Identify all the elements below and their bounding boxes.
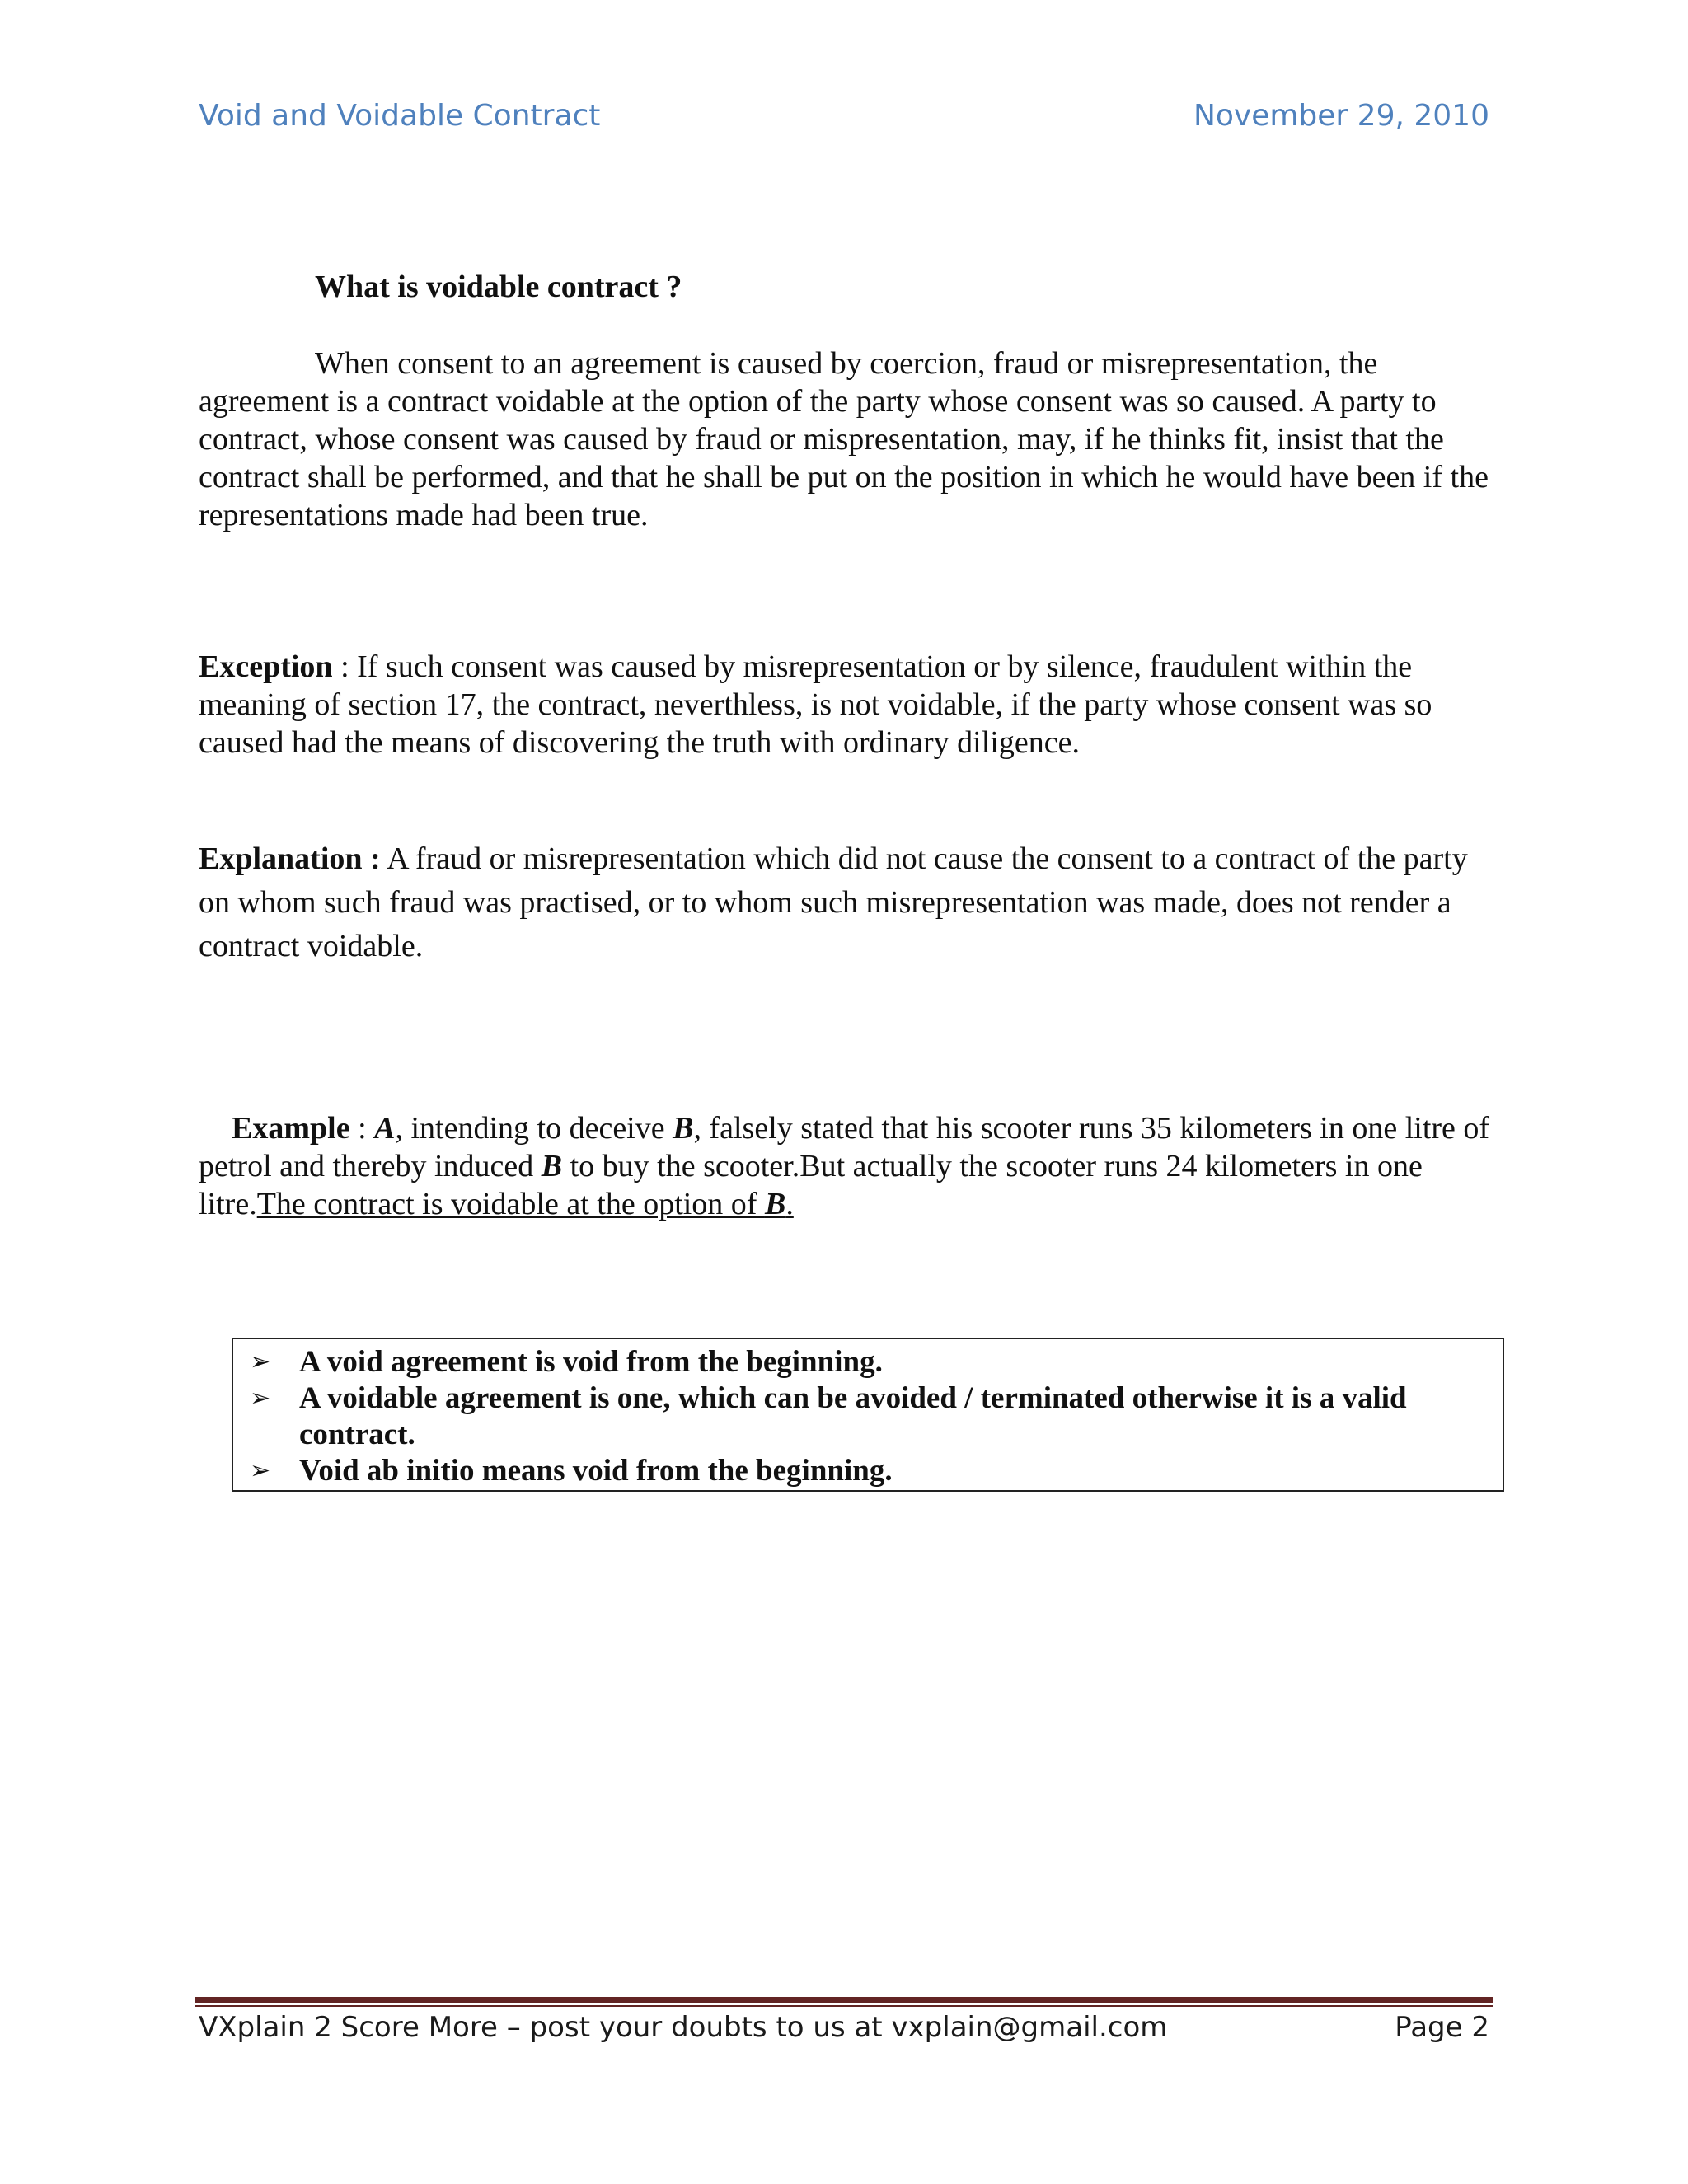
voidable-definition-paragraph: When consent to an agreement is caused by coercion, fraud or misrepresentation, the agreement is a contract voidable at the option of the party whose consent was so caused. A party to contract, whose consent was caused by fraud or mispresentation, may, if he thinks fit, insist that the contract shall be performed, and that he shall be put on the position in which he would have been if the representations made had been true.: [199, 346, 1489, 532]
exception-label: Exception: [199, 649, 333, 684]
footer-divider: [195, 1997, 1493, 2008]
summary-box: [232, 1338, 1504, 1492]
example-text-3: to buy the scooter.But actually the scooter runs 24 kilometers in one litre.: [199, 1149, 1423, 1221]
summary-item: [250, 1453, 1486, 1489]
exception-paragraph: [199, 648, 1493, 762]
page-header: [199, 99, 1489, 148]
footer-divider-thin: [195, 2005, 1493, 2007]
summary-item-text: A voidable agreement is one, which can be avoided / terminated otherwise it is a valid contract.: [299, 1381, 1407, 1451]
summary-item-text: Void ab initio means void from the beginning.: [299, 1454, 893, 1488]
footer-divider-thick: [195, 1997, 1493, 2003]
example-paragraph: [199, 1109, 1493, 1223]
example-conclusion-party: B: [764, 1187, 786, 1221]
arrow-bullet-icon: ➢: [250, 1456, 271, 1485]
page-footer: [199, 2011, 1489, 2044]
example-conclusion-end: .: [785, 1187, 794, 1221]
arrow-bullet-icon: ➢: [250, 1384, 271, 1413]
example-text-2: , falsely stated that his scooter runs 35 kilometers in one litre of petrol and thereby induced: [199, 1111, 1490, 1183]
example-conclusion-text: The contract is voidable at the option of: [256, 1187, 765, 1221]
section-heading: What is voidable contract ?: [315, 269, 682, 304]
summary-item-text: A void agreement is void from the beginning.: [299, 1345, 883, 1379]
explanation-paragraph: [199, 837, 1493, 968]
exception-text: : If such consent was caused by misrepresentation or by silence, fraudulent within the meaning of section 17, the contract, neverthless, is not voidable, if the party whose consent was so caused had the means of discovering the truth with ordinary diligence.: [199, 649, 1432, 760]
example-conclusion: [257, 1187, 794, 1221]
summary-item: [250, 1344, 1486, 1380]
page-number: Page 2: [1395, 2011, 1489, 2044]
summary-item: [250, 1380, 1486, 1453]
explanation-label: Explanation :: [199, 841, 381, 876]
explanation-text: A fraud or misrepresentation which did not cause the consent to a contract of the party on whom such fraud was practised, or to whom such misrepresentation was made, does not render a contract voidable.: [199, 841, 1468, 963]
example-party-a: A: [374, 1111, 396, 1146]
example-party-b-second: B: [541, 1149, 563, 1183]
header-date: November 29, 2010: [1193, 99, 1489, 133]
example-separator: :: [349, 1111, 375, 1146]
header-title: Void and Voidable Contract: [199, 99, 601, 133]
footer-text: VXplain 2 Score More – post your doubts to us at vxplain@gmail.com: [199, 2011, 1168, 2044]
example-party-b: B: [673, 1111, 694, 1146]
example-text-1: , intending to deceive: [395, 1111, 673, 1146]
example-label: Example: [232, 1111, 350, 1146]
arrow-bullet-icon: ➢: [250, 1347, 271, 1376]
